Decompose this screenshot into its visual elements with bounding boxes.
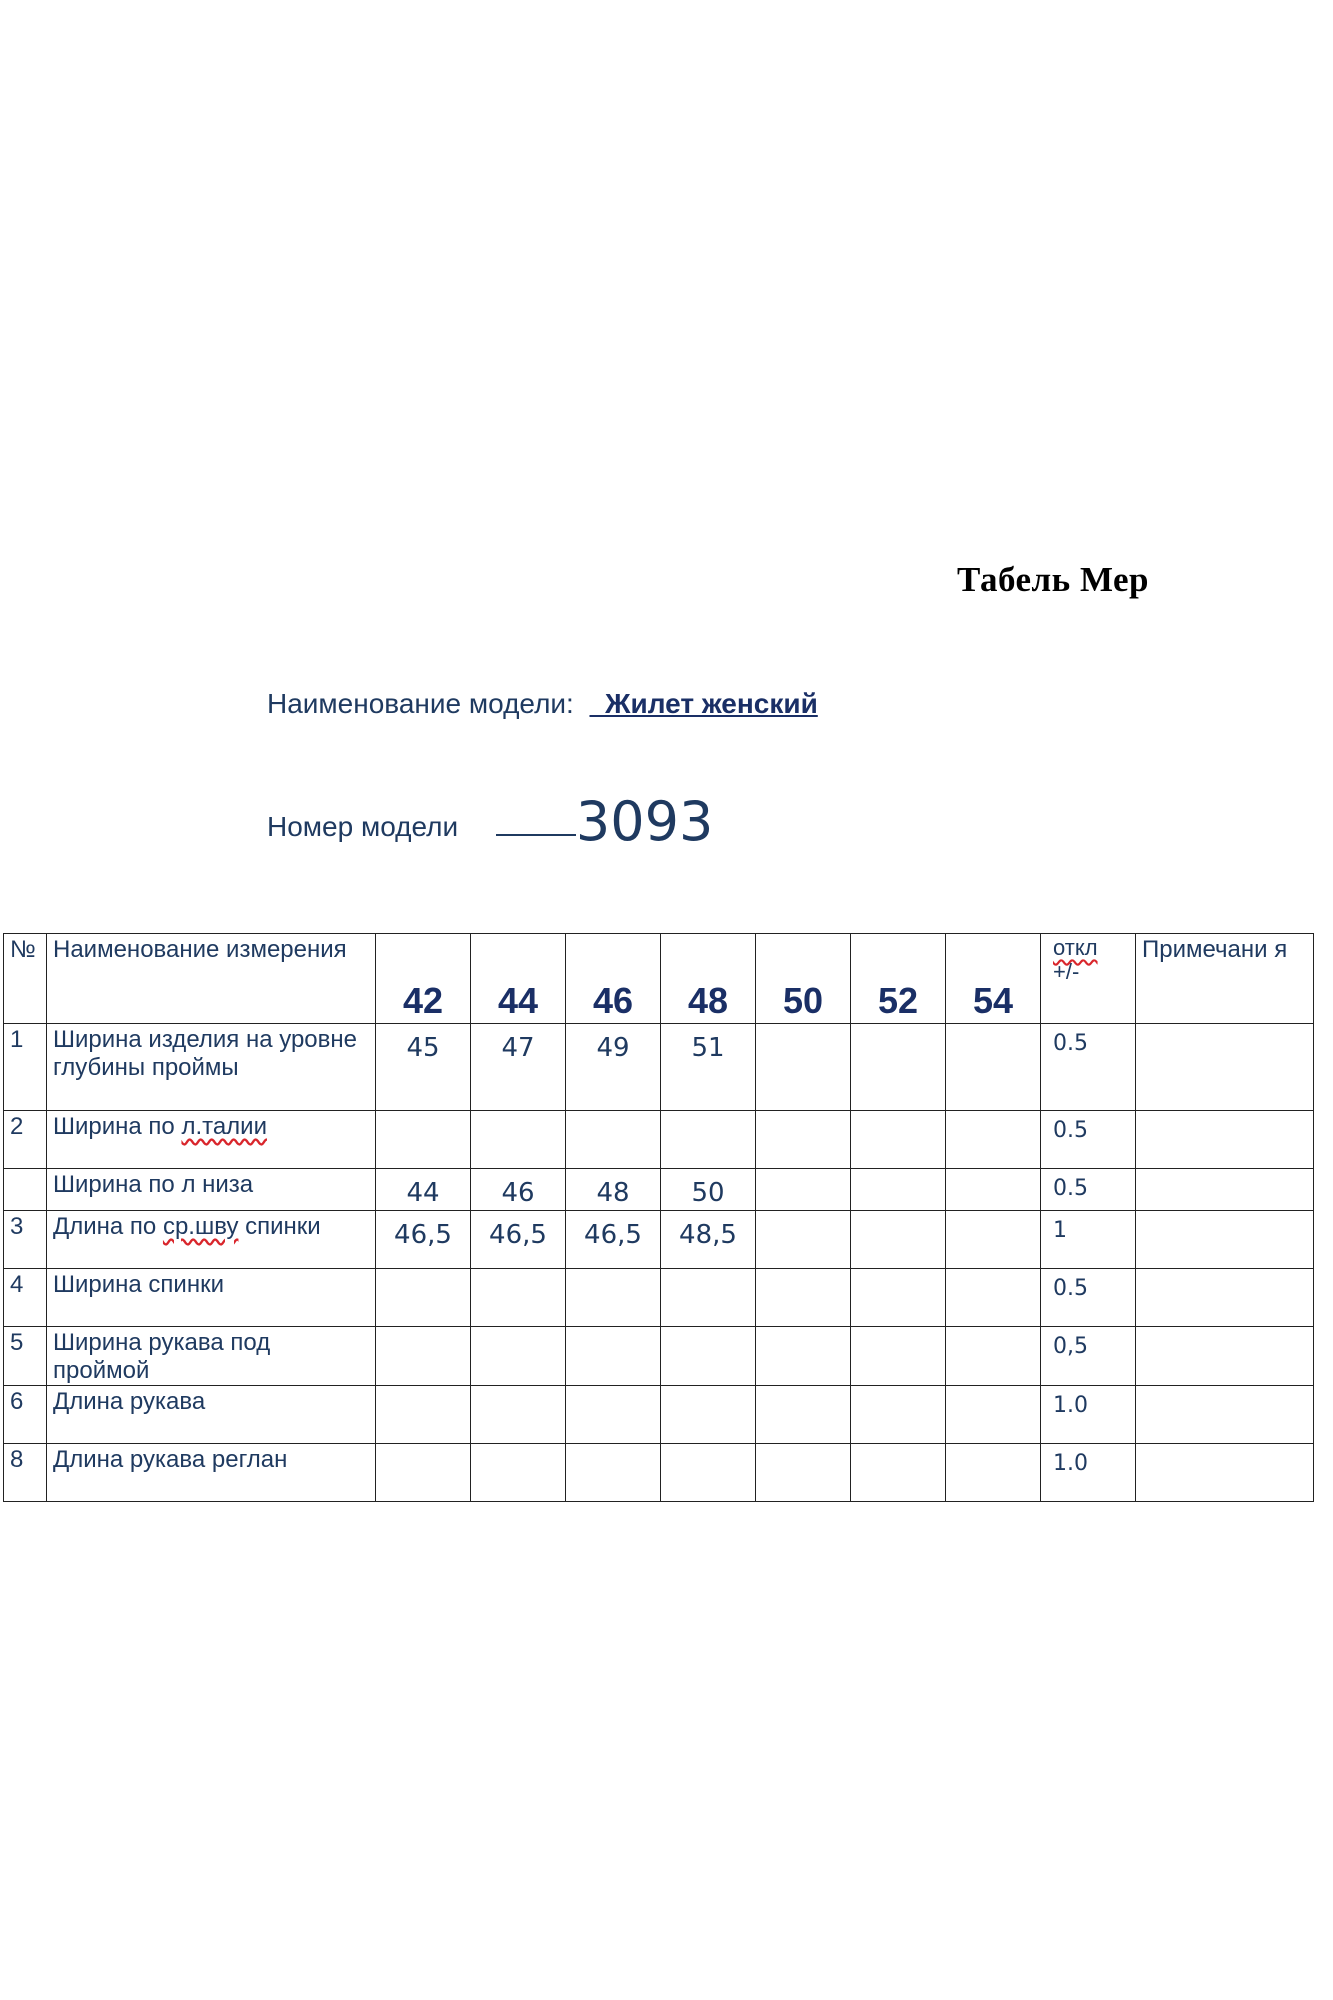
document-title: Табель Мер [957, 560, 1150, 599]
table-row [4, 1111, 1314, 1169]
row-value [566, 1111, 661, 1169]
row-value [661, 1269, 756, 1327]
row-no: 8 [4, 1444, 47, 1502]
header-notes: Примечани я [1136, 934, 1314, 1024]
row-value [376, 1444, 471, 1502]
row-note [1136, 1386, 1314, 1444]
row-note [1136, 1444, 1314, 1502]
table-row [4, 1024, 1314, 1111]
row-value [756, 1386, 851, 1444]
row-name [47, 1211, 376, 1269]
row-value [851, 1111, 946, 1169]
row-name [47, 1111, 376, 1169]
row-value: 47 [471, 1024, 566, 1111]
row-value [471, 1386, 566, 1444]
row-value: 46,5 [471, 1211, 566, 1269]
row-note [1136, 1024, 1314, 1111]
row-name-prefix: Длина по [53, 1213, 163, 1240]
row-note [1136, 1111, 1314, 1169]
row-value [756, 1444, 851, 1502]
row-tolerance: 0.5 [1041, 1111, 1136, 1169]
header-size-46: 46 [566, 934, 661, 1024]
row-value: 44 [376, 1169, 471, 1211]
row-value [946, 1024, 1041, 1111]
row-value [376, 1269, 471, 1327]
row-value [376, 1111, 471, 1169]
row-value [566, 1386, 661, 1444]
row-no: 2 [4, 1111, 47, 1169]
header-tolerance [1041, 934, 1136, 1024]
row-value [661, 1327, 756, 1386]
row-value: 51 [661, 1024, 756, 1111]
row-value [376, 1327, 471, 1386]
row-name: Ширина по л низа [47, 1169, 376, 1211]
row-tolerance: 0.5 [1041, 1269, 1136, 1327]
row-value [946, 1169, 1041, 1211]
row-no [4, 1169, 47, 1211]
row-value [946, 1444, 1041, 1502]
row-value [566, 1269, 661, 1327]
model-number-underline [496, 834, 576, 836]
row-value [566, 1327, 661, 1386]
row-value [756, 1024, 851, 1111]
row-value: 45 [376, 1024, 471, 1111]
model-number-value: 3093 [575, 790, 714, 853]
row-no: 1 [4, 1024, 47, 1111]
row-name: Ширина рукава под проймой [47, 1327, 376, 1386]
row-tolerance: 1.0 [1041, 1386, 1136, 1444]
header-size-52: 52 [851, 934, 946, 1024]
row-name: Ширина изделия на уровне глубины проймы [47, 1024, 376, 1111]
measurements-table [3, 933, 1314, 1502]
row-value [661, 1111, 756, 1169]
model-name-value: _Жилет женский [589, 688, 818, 719]
header-size-48: 48 [661, 934, 756, 1024]
row-value [851, 1024, 946, 1111]
model-name-row [267, 688, 818, 720]
table-row [4, 1169, 1314, 1211]
row-value: 49 [566, 1024, 661, 1111]
row-value [756, 1111, 851, 1169]
row-value [851, 1169, 946, 1211]
row-name-marked: л.талии [181, 1113, 267, 1140]
row-note [1136, 1327, 1314, 1386]
row-value: 46,5 [376, 1211, 471, 1269]
row-value [756, 1211, 851, 1269]
row-no: 4 [4, 1269, 47, 1327]
row-value [376, 1386, 471, 1444]
row-value [946, 1386, 1041, 1444]
row-value [851, 1386, 946, 1444]
row-value [756, 1269, 851, 1327]
table-row [4, 1386, 1314, 1444]
table-header-row [4, 934, 1314, 1024]
row-name-marked: ср.шву [162, 1213, 239, 1240]
header-tolerance-line2: +/- [1053, 959, 1080, 984]
row-tolerance: 0.5 [1041, 1169, 1136, 1211]
table-row [4, 1444, 1314, 1502]
row-tolerance: 1 [1041, 1211, 1136, 1269]
row-name: Длина рукава [47, 1386, 376, 1444]
header-size-42: 42 [376, 934, 471, 1024]
row-value [566, 1444, 661, 1502]
row-value [471, 1444, 566, 1502]
row-no: 6 [4, 1386, 47, 1444]
header-size-54: 54 [946, 934, 1041, 1024]
row-value: 48 [566, 1169, 661, 1211]
row-value [756, 1169, 851, 1211]
row-name-suffix: спинки [238, 1213, 321, 1240]
table-row [4, 1211, 1314, 1269]
row-value [946, 1327, 1041, 1386]
row-value [851, 1444, 946, 1502]
row-tolerance: 1.0 [1041, 1444, 1136, 1502]
table-row [4, 1327, 1314, 1386]
header-size-50: 50 [756, 934, 851, 1024]
row-value: 46,5 [566, 1211, 661, 1269]
row-name: Длина рукава реглан [47, 1444, 376, 1502]
model-name-label: Наименование модели: [267, 688, 574, 719]
row-value [851, 1269, 946, 1327]
row-value [946, 1211, 1041, 1269]
header-name: Наименование измерения [47, 934, 376, 1024]
row-value [851, 1327, 946, 1386]
row-name-prefix: Ширина по [53, 1113, 182, 1140]
header-no: № [4, 934, 47, 1024]
row-value [661, 1444, 756, 1502]
row-tolerance: 0,5 [1041, 1327, 1136, 1386]
model-number-row [267, 790, 713, 853]
row-tolerance: 0.5 [1041, 1024, 1136, 1111]
header-tolerance-line1: откл [1053, 935, 1098, 960]
row-value [851, 1211, 946, 1269]
row-no: 3 [4, 1211, 47, 1269]
row-value [661, 1386, 756, 1444]
row-value: 48,5 [661, 1211, 756, 1269]
row-value [471, 1327, 566, 1386]
row-note [1136, 1169, 1314, 1211]
row-value [471, 1269, 566, 1327]
row-value [946, 1269, 1041, 1327]
row-value: 50 [661, 1169, 756, 1211]
model-number-label: Номер модели [267, 811, 459, 842]
table-row [4, 1269, 1314, 1327]
row-note [1136, 1269, 1314, 1327]
row-value [946, 1111, 1041, 1169]
row-value: 46 [471, 1169, 566, 1211]
row-value [756, 1327, 851, 1386]
row-note [1136, 1211, 1314, 1269]
row-value [471, 1111, 566, 1169]
row-name: Ширина спинки [47, 1269, 376, 1327]
header-size-44: 44 [471, 934, 566, 1024]
row-no: 5 [4, 1327, 47, 1386]
